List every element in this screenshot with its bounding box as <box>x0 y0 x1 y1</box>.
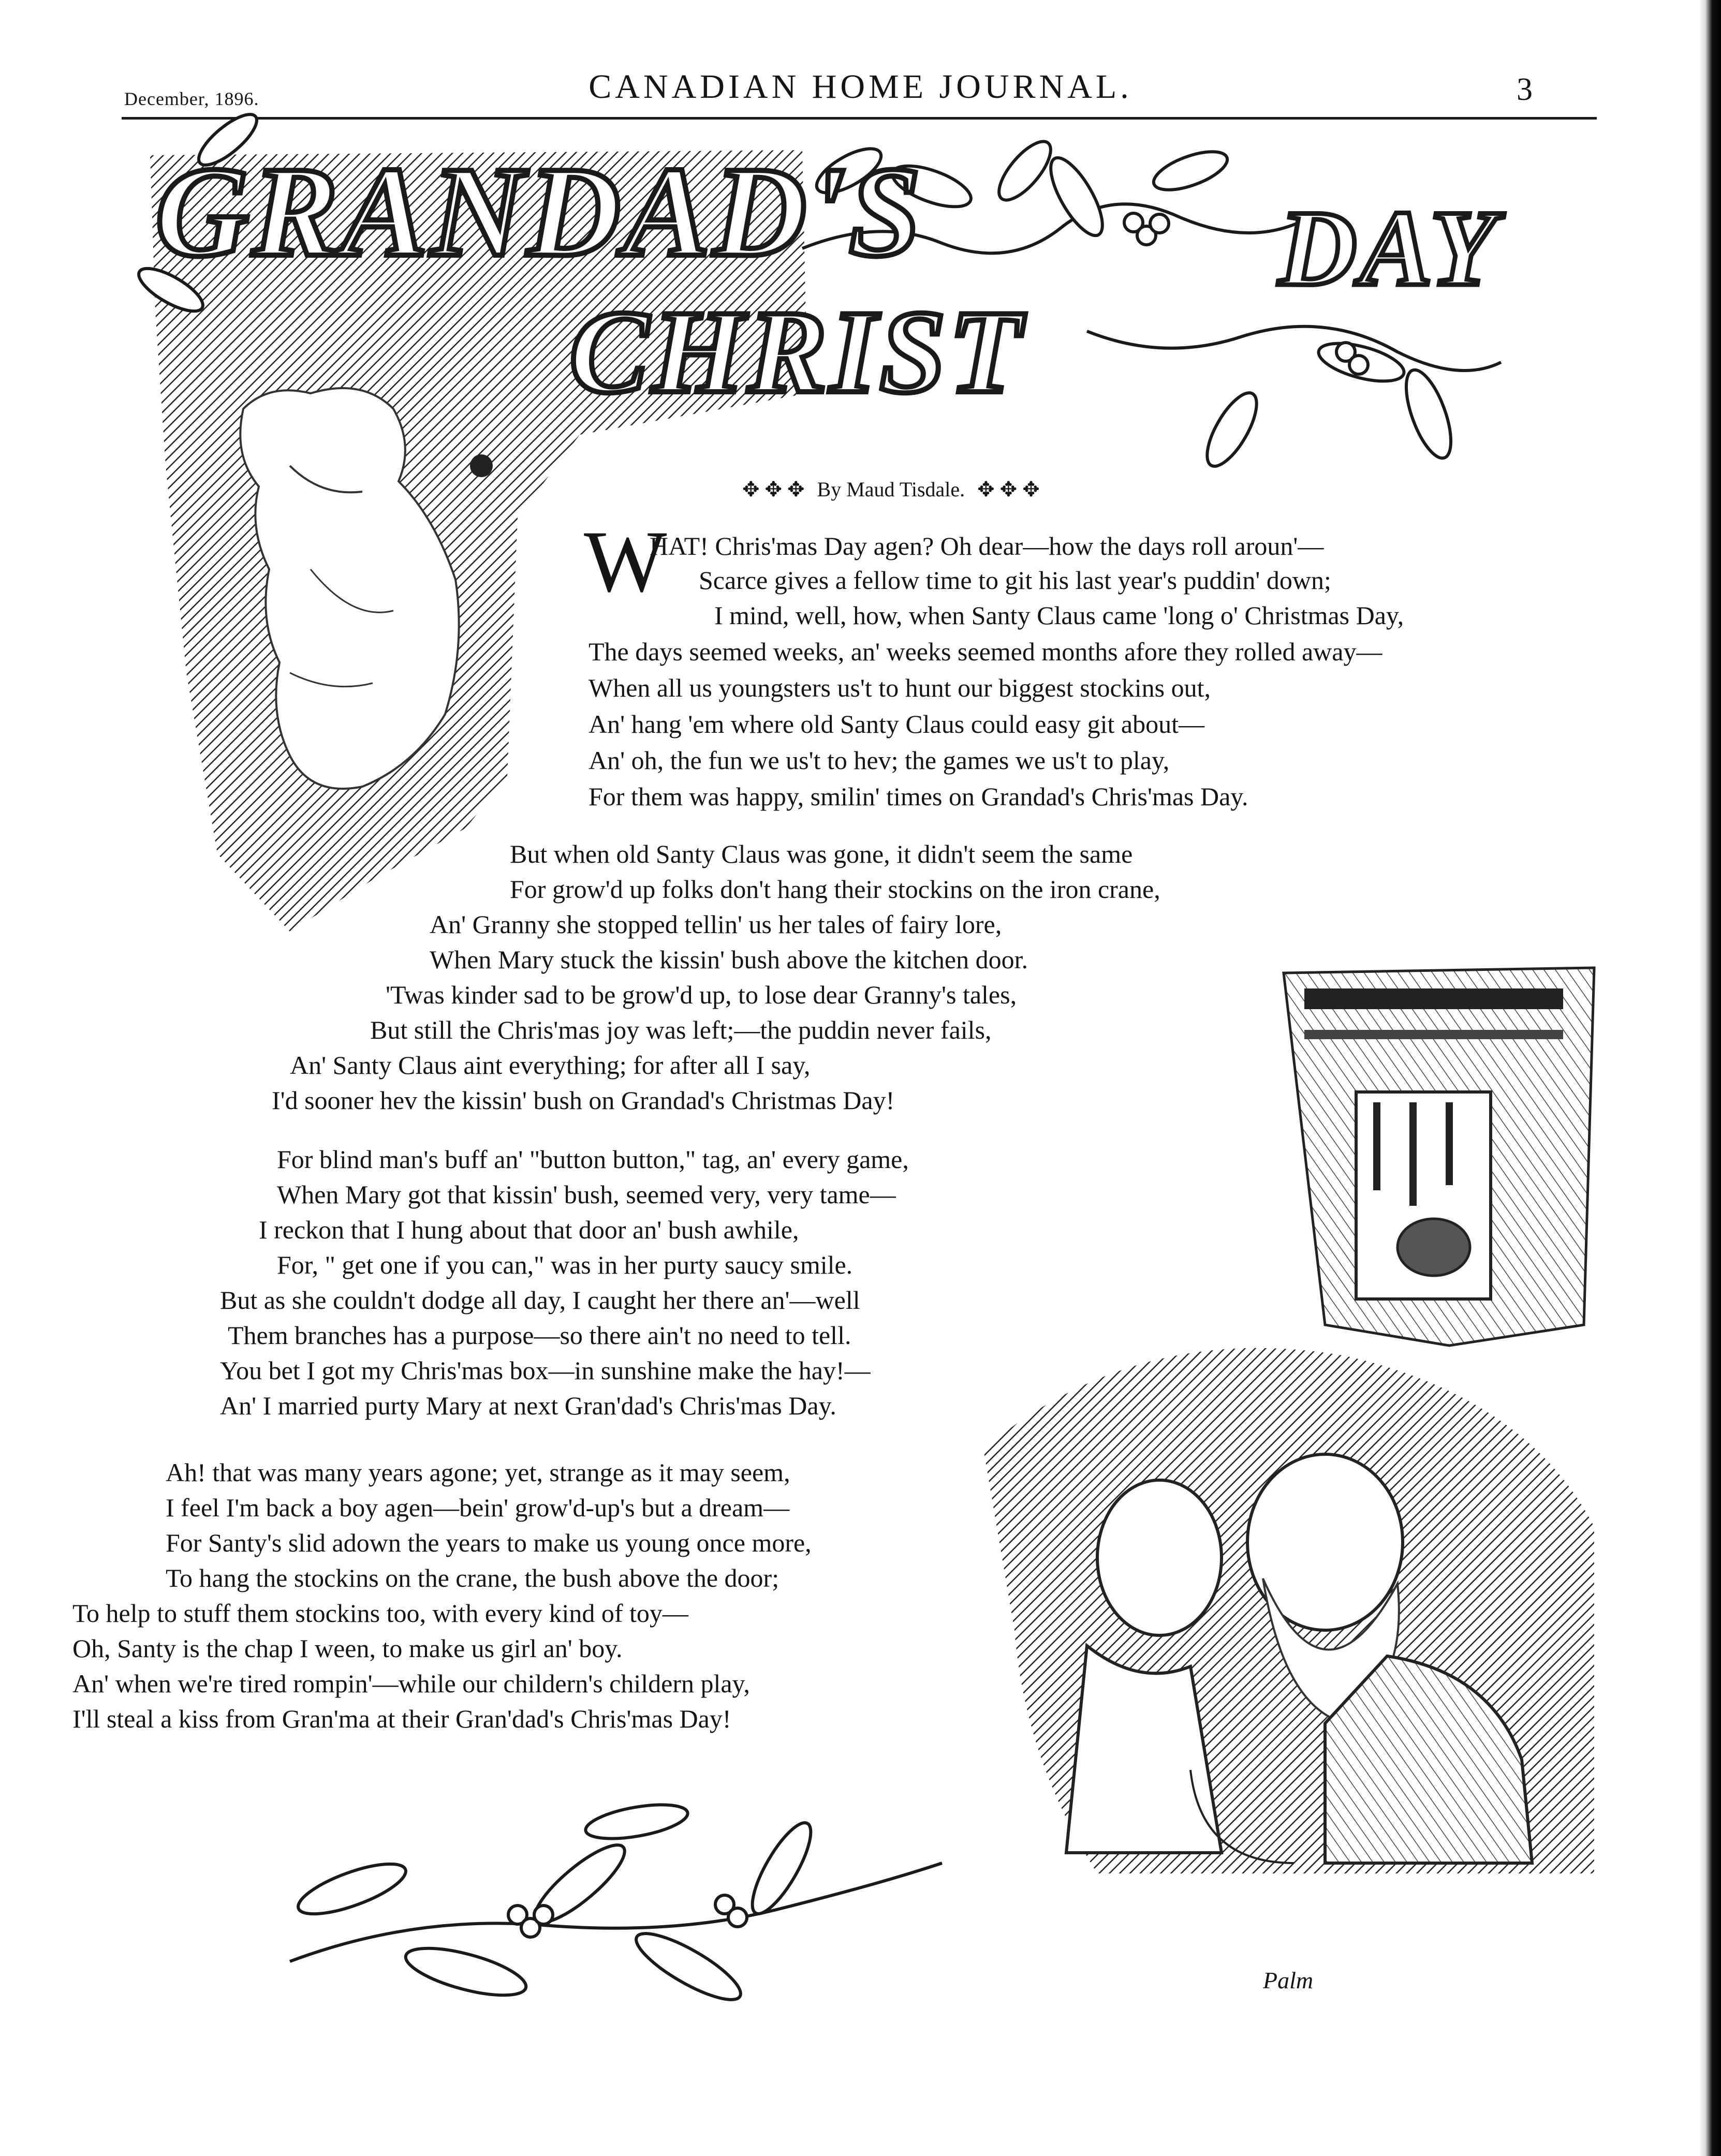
poem-line: For Santy's slid adown the years to make us young once more, <box>166 1528 812 1557</box>
poem-line: Ah! that was many years agone; yet, strange as it may seem, <box>166 1458 790 1487</box>
title-day: DAY <box>1278 188 1499 308</box>
poem-line: When all us youngsters us't to hunt our biggest stockins out, <box>589 673 1211 702</box>
poem-line: For, " get one if you can," was in her purty saucy smile. <box>277 1250 853 1279</box>
poem-line: When Mary stuck the kissin' bush above the kitchen door. <box>430 945 1028 974</box>
poem-line: The days seemed weeks, an' weeks seemed months afore they rolled away— <box>589 637 1382 666</box>
poem-line: I mind, well, how, when Santy Claus came 'long o' Christmas Day, <box>714 601 1404 630</box>
poem-line: When Mary got that kissin' bush, seemed very, very tame— <box>277 1180 896 1209</box>
title-christmas: CHRIST <box>569 286 1025 418</box>
poem-line: I'll steal a kiss from Gran'ma at their Gran'dad's Chris'mas Day! <box>72 1704 731 1733</box>
elderly-couple-illustration <box>983 1348 1594 1873</box>
fireplace-scene <box>1284 968 1594 1346</box>
poem-line: But still the Chris'mas joy was left;—the puddin never fails, <box>370 1015 992 1044</box>
poem-line: HAT! Chris'mas Day agen? Oh dear—how the days roll aroun'— <box>650 531 1324 560</box>
poem-line: An' I married purty Mary at next Gran'dad's Chris'mas Day. <box>220 1391 836 1420</box>
byline-ornament-right: ✥ ✥ ✥ <box>977 478 1040 501</box>
poem-line: I reckon that I hung about that door an' bush awhile, <box>259 1215 799 1244</box>
poem-line: Scarce gives a fellow time to git his last year's puddin' down; <box>699 566 1331 595</box>
page-number: 3 <box>1517 72 1533 107</box>
poem-line: But when old Santy Claus was gone, it didn't seem the same <box>510 839 1133 868</box>
poem-line: You bet I got my Chris'mas box—in sunshine make the hay!— <box>220 1356 871 1385</box>
poem-line: An' Santy Claus aint everything; for after all I say, <box>290 1051 811 1080</box>
drop-cap: W <box>584 513 667 610</box>
poem-line: I feel I'm back a boy agen—bein' grow'd-up's but a dream— <box>166 1493 790 1522</box>
byline-author: By Maud Tisdale. <box>817 478 965 501</box>
byline <box>735 477 1047 501</box>
poem-line: But as she couldn't dodge all day, I caught her there an'—well <box>220 1286 860 1315</box>
illustrator-signature: Palm <box>1263 1967 1314 1993</box>
poem-line: An' when we're tired rompin'—while our childern's childern play, <box>72 1669 750 1698</box>
mistletoe-bottom-decoration <box>290 1798 942 2011</box>
poem-line: An' Granny she stopped tellin' us her tales of fairy lore, <box>430 910 1002 939</box>
title-grandads: GRANDAD'S <box>155 140 924 284</box>
journal-title: CANADIAN HOME JOURNAL. <box>589 68 1132 106</box>
poem-line: 'Twas kinder sad to be grow'd up, to lose dear Granny's tales, <box>386 980 1017 1009</box>
poem-line: To help to stuff them stockins too, with every kind of toy— <box>72 1599 688 1628</box>
poem-line: For them was happy, smilin' times on Grandad's Chris'mas Day. <box>589 782 1248 811</box>
poem-line: I'd sooner hev the kissin' bush on Grandad's Christmas Day! <box>272 1086 895 1115</box>
poem-line: An' hang 'em where old Santy Claus could easy git about— <box>589 710 1205 739</box>
poem-line: To hang the stockins on the crane, the bush above the door; <box>166 1563 779 1592</box>
poem-line: Oh, Santy is the chap I ween, to make us girl an' boy. <box>72 1634 623 1663</box>
issue-date: December, 1896. <box>124 88 259 109</box>
poem-line: An' oh, the fun we us't to hev; the games we us't to play, <box>589 746 1170 775</box>
poem-line: Them branches has a purpose—so there ain't no need to tell. <box>228 1321 851 1350</box>
poem-line: For blind man's buff an' "button button," tag, an' every game, <box>277 1145 909 1174</box>
byline-ornament-left: ✥ ✥ ✥ <box>742 478 805 501</box>
poem-line: For grow'd up folks don't hang their stockins on the iron crane, <box>510 875 1160 904</box>
